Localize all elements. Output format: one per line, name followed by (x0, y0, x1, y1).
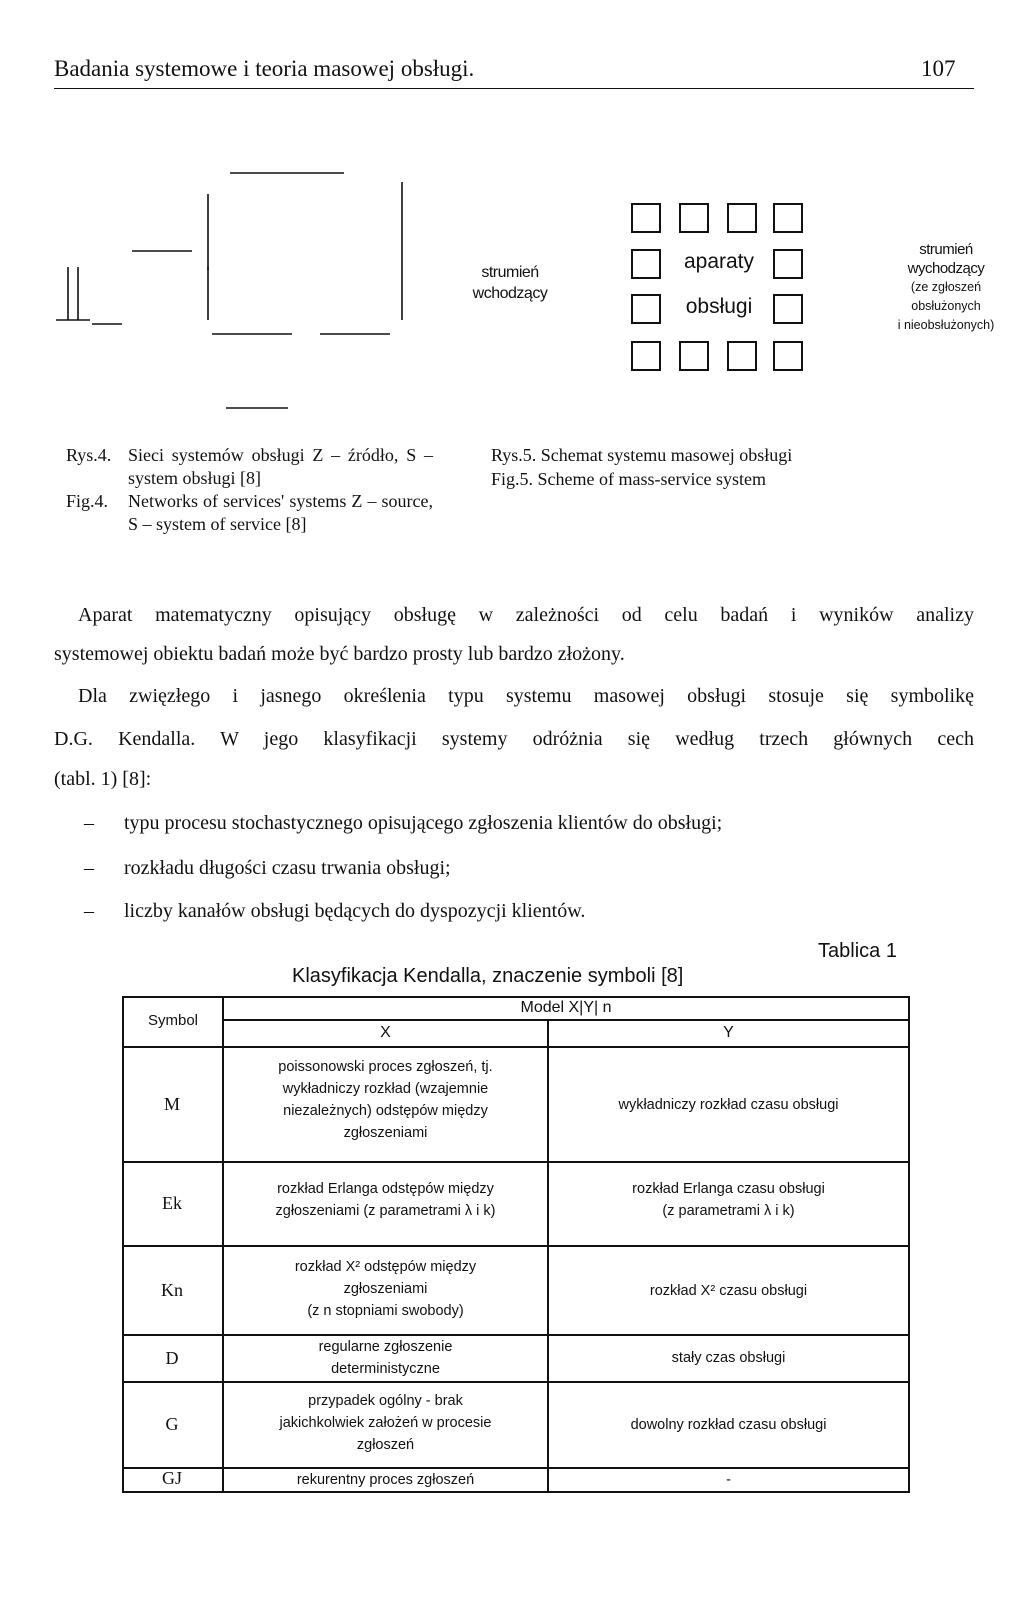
symbol-cell: D (165, 1348, 179, 1368)
table-rule (122, 1245, 910, 1247)
bullet-dash: – (84, 812, 94, 834)
inflow-line: wchodzący (472, 285, 548, 302)
paragraph-1-line-1: Aparat matematyczny opisujący obsługę w zależności od celu badań i wyników analizy (78, 604, 974, 626)
table-label: Tablica 1 (818, 940, 897, 962)
x-cell-line: zgłoszeniami (343, 1281, 428, 1297)
page-number: 107 (921, 56, 956, 81)
figure4-caption-pl-text: Sieci systemów obsługi Z – źródło, S – system obsługi [8] (128, 445, 433, 488)
x-cell-line: przypadek ogólny - brak (308, 1393, 463, 1409)
figure5-caption-pl: Rys.5. Schemat systemu masowej obsługi (491, 445, 793, 465)
service-box (773, 294, 803, 324)
y-cell: - (726, 1472, 731, 1488)
y-cell (549, 1178, 908, 1222)
y-cell: rozkład X² czasu obsługi (649, 1283, 808, 1299)
outflow-line: i nieobsłużonych) (897, 318, 995, 332)
y-cell-line: rozkład Erlanga czasu obsługi (632, 1181, 825, 1197)
x-cell (224, 1390, 547, 1456)
outflow-line: obsłużonych (911, 299, 981, 313)
x-cell-line: deterministyczne (331, 1361, 440, 1377)
outflow-line: wychodzący (907, 260, 985, 277)
table-border-right (908, 996, 910, 1493)
x-cell (224, 1336, 547, 1380)
x-cell-line: jakichkolwiek założeń w procesie (279, 1415, 492, 1431)
figure5-center-label-2: obsługi (685, 295, 753, 318)
header-rule (54, 88, 974, 89)
figure5-center-label-1: aparaty (683, 250, 755, 273)
x-cell (224, 1178, 547, 1222)
x-cell-line: poissonowski proces zgłoszeń, tj. (278, 1059, 493, 1075)
figure4-caption-en-text: Networks of services' systems Z – source, S – system of service [8] (128, 491, 433, 534)
bullet-dash: – (84, 900, 94, 922)
x-cell (224, 1256, 547, 1322)
figure4-caption-pl-label: Rys.4. (66, 445, 112, 465)
x-cell-line: rozkład Erlanga odstępów między (277, 1181, 494, 1197)
x-cell-line: zgłoszeniami (343, 1125, 428, 1141)
header-x: X (380, 1024, 391, 1041)
service-box (631, 203, 661, 233)
symbol-cell: Kn (161, 1280, 183, 1300)
service-box (631, 341, 661, 371)
paragraph-1-line-2: systemowej obiektu badań może być bardzo prosty lub bardzo złożony. (54, 643, 625, 665)
symbol-cell: GJ (161, 1468, 182, 1488)
bullet-item-3: liczby kanałów obsługi będących do dyspozycji klientów. (124, 900, 586, 922)
figure5-outflow-label (876, 240, 1016, 335)
service-box (679, 203, 709, 233)
table-rule (122, 1161, 910, 1163)
paragraph-2-line-2: D.G. Kendalla. W jego klasyfikacji systemy odróżnia się według trzech głównych cech (54, 728, 974, 750)
running-header-title: Badania systemowe i teoria masowej obsługi. (54, 56, 475, 81)
outflow-line: (ze zgłoszeń (910, 280, 982, 294)
y-cell: dowolny rozkład czasu obsługi (630, 1417, 827, 1433)
service-box (631, 249, 661, 279)
header-y: Y (723, 1024, 734, 1041)
x-cell (224, 1056, 547, 1144)
service-box (773, 341, 803, 371)
y-cell-line: (z parametrami λ i k) (662, 1203, 795, 1219)
service-box (773, 203, 803, 233)
y-cell: stały czas obsługi (671, 1350, 786, 1366)
table-border-bottom (122, 1491, 910, 1493)
figure5-caption-en: Fig.5. Scheme of mass-service system (491, 469, 766, 489)
x-cell-line: (z n stopniami swobody) (307, 1303, 464, 1319)
service-box (727, 341, 757, 371)
figure4-caption-en-label: Fig.4. (66, 491, 109, 511)
header-model: Model X|Y| n (520, 999, 612, 1016)
figure4-network-diagram (52, 170, 412, 420)
x-cell-line: rozkład X² odstępów między (294, 1259, 477, 1275)
service-box (631, 294, 661, 324)
x-cell-line: wykładniczy rozkład (wzajemnie (282, 1081, 489, 1097)
service-box (727, 203, 757, 233)
symbol-cell: Ek (162, 1193, 182, 1213)
service-box (773, 249, 803, 279)
x-cell-line: regularne zgłoszenie (318, 1339, 453, 1355)
paragraph-2-line-3: (tabl. 1) [8]: (54, 768, 152, 790)
figure5-inflow-label (470, 262, 550, 304)
bullet-item-2: rozkładu długości czasu trwania obsługi; (124, 857, 451, 879)
x-cell-line: zgłoszeniami (z parametrami λ i k) (275, 1203, 496, 1219)
x-cell-line: niezależnych) odstępów między (283, 1103, 488, 1119)
symbol-cell: M (163, 1094, 180, 1114)
table-rule (122, 1046, 910, 1048)
y-cell: wykładniczy rozkład czasu obsługi (618, 1097, 839, 1113)
table-title: Klasyfikacja Kendalla, znaczenie symboli [8] (292, 965, 684, 987)
x-cell-line: zgłoszeń (356, 1437, 415, 1453)
bullet-item-1: typu procesu stochastycznego opisującego zgłoszenia klientów do obsługi; (124, 812, 723, 834)
paragraph-2-line-1: Dla zwięzłego i jasnego określenia typu systemu masowej obsługi stosuje się symbolikę (78, 685, 974, 707)
bullet-dash: – (84, 857, 94, 879)
x-cell: rekurentny proces zgłoszeń (296, 1472, 475, 1488)
table-rule (122, 1381, 910, 1383)
inflow-line: strumień (481, 264, 539, 281)
service-box (679, 341, 709, 371)
symbol-cell: G (165, 1414, 179, 1434)
table-rule (222, 1019, 910, 1021)
outflow-line: strumień (919, 241, 973, 258)
header-symbol: Symbol (147, 1012, 199, 1029)
